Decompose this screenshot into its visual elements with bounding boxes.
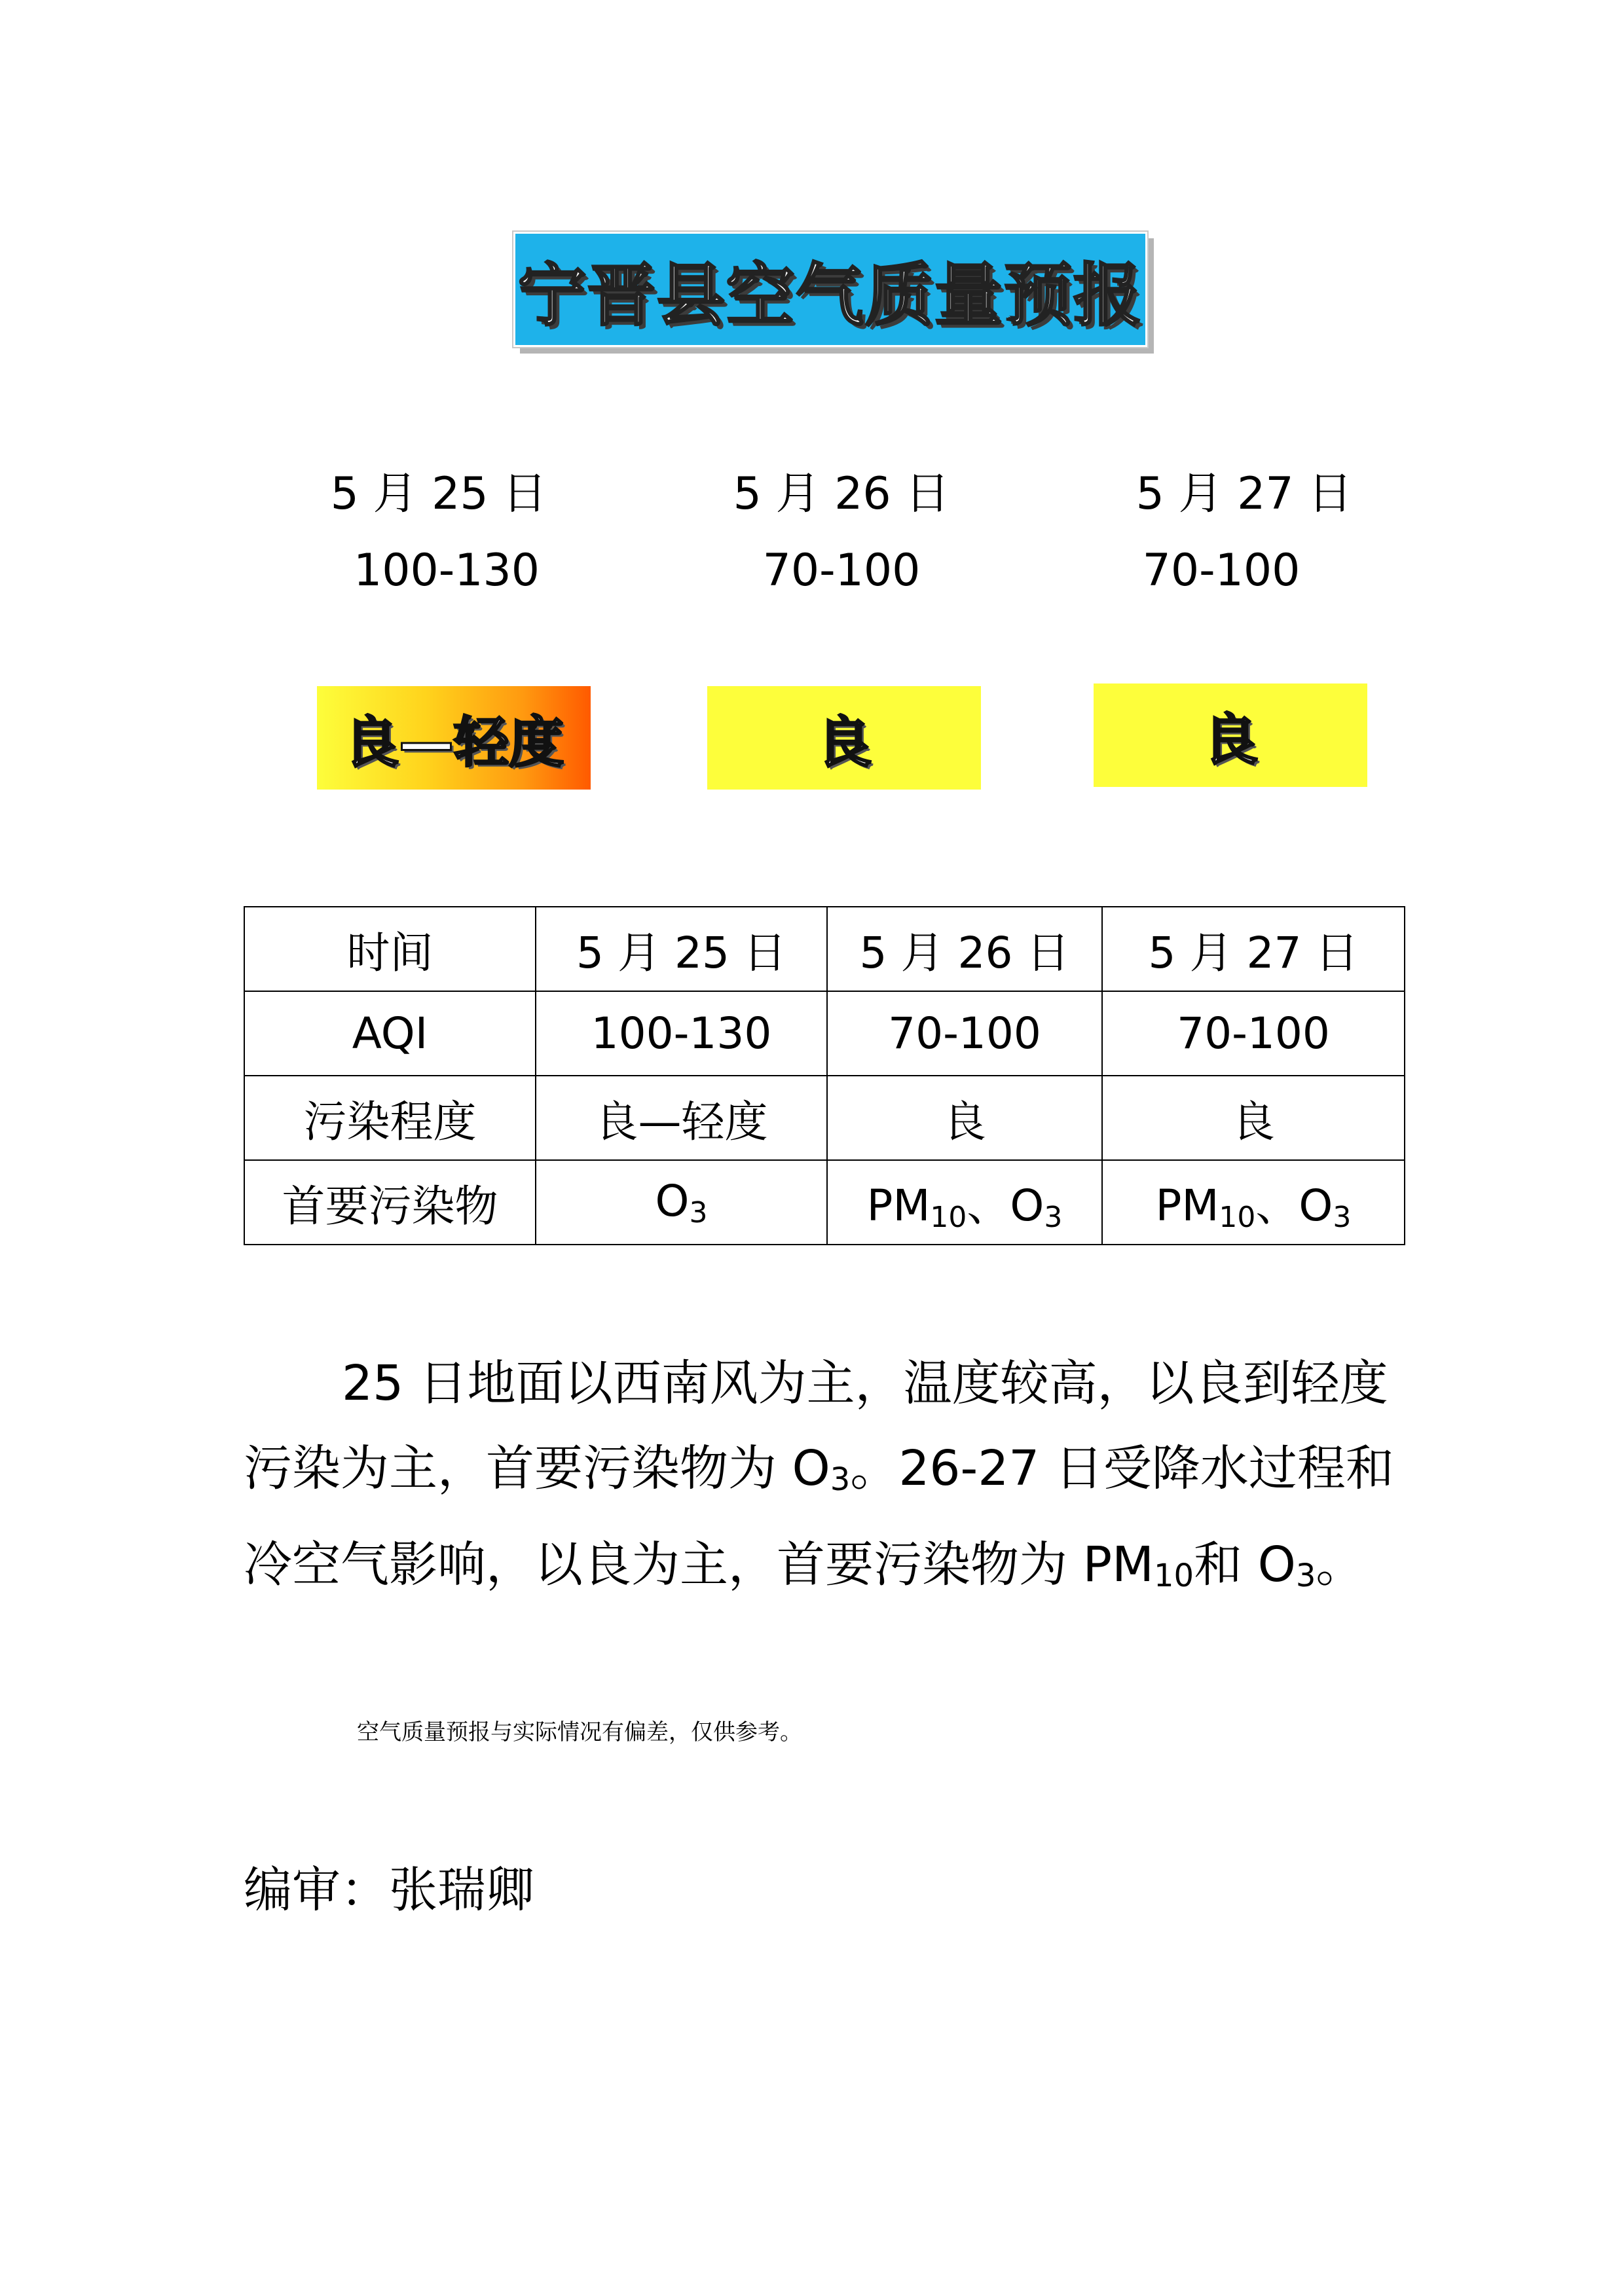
table-cell-level: 良—轻度 (536, 1076, 827, 1160)
row-header-time: 时间 (244, 907, 536, 991)
description-line-1: 25 日地面以西南风为主，温度较高，以良到轻度 (342, 1355, 1388, 1412)
forecast-date-2: 5 月 26 日 (733, 468, 950, 520)
forecast-date-3: 5 月 27 日 (1135, 468, 1353, 520)
table-cell-aqi: 100-130 (536, 991, 827, 1076)
level-badge-2 (707, 686, 981, 790)
description-line-3: 冷空气影响，以良为主，首要污染物为 $PM_{10}$和 $O_3$。 (244, 1537, 1365, 1594)
row-header-aqi: AQI (244, 991, 536, 1076)
level-badge-1-label: 良—轻度 (343, 710, 564, 774)
table-cell-level: 良 (1102, 1076, 1405, 1160)
table-cell-pollutant: $PM_{10}$、$O_3$ (827, 1160, 1102, 1245)
table-cell-pollutant: $O_3$ (536, 1160, 827, 1245)
forecast-table (244, 906, 1405, 1245)
level-badge-3-label: 良 (1202, 707, 1258, 772)
table-row (244, 1076, 1405, 1160)
row-header-pollutant: 首要污染物 (244, 1160, 536, 1245)
forecast-aqi-3: 70-100 (1142, 545, 1301, 596)
editor-credit: 编审：张瑞卿 (244, 1862, 534, 1918)
table-cell-aqi: 70-100 (827, 991, 1102, 1076)
level-badge-2-label: 良 (816, 710, 872, 774)
level-badge-3 (1094, 683, 1367, 787)
page-title: 宁晋县空气质量预报 (517, 255, 1143, 335)
disclaimer-note: 空气质量预报与实际情况有偏差，仅供参考。 (357, 1719, 802, 1745)
table-cell-level: 良 (827, 1076, 1102, 1160)
table-cell-pollutant: $PM_{10}$、$O_3$ (1102, 1160, 1405, 1245)
table-cell-date: 5 月 25 日 (536, 907, 827, 991)
table-row (244, 991, 1405, 1076)
forecast-description (244, 1341, 1394, 1618)
row-header-level: 污染程度 (244, 1076, 536, 1160)
table-cell-date: 5 月 27 日 (1102, 907, 1405, 991)
table-cell-date: 5 月 26 日 (827, 907, 1102, 991)
title-banner (513, 232, 1147, 347)
forecast-aqi-1: 100-130 (353, 545, 540, 596)
level-badge-1 (317, 686, 591, 790)
forecast-date-1: 5 月 25 日 (330, 468, 547, 520)
forecast-aqi-2: 70-100 (762, 545, 921, 596)
description-line-2: 污染为主，首要污染物为 $O_3$。26-27 日受降水过程和 (244, 1440, 1394, 1498)
table-row (244, 1160, 1405, 1245)
table-row (244, 907, 1405, 991)
table-cell-aqi: 70-100 (1102, 991, 1405, 1076)
